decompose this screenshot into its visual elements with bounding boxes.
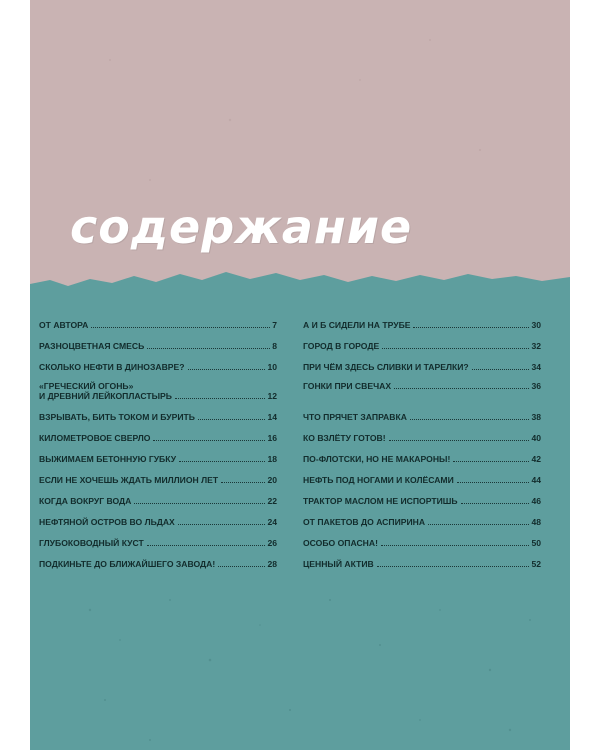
toc-entry-title: ГОНКИ ПРИ СВЕЧАХ [303, 381, 392, 391]
toc-entry-title: РАЗНОЦВЕТНАЯ СМЕСЬ [39, 341, 145, 351]
toc-entry-title: ВЗРЫВАТЬ, БИТЬ ТОКОМ И БУРИТЬ [39, 412, 195, 422]
toc-entry[interactable] [303, 412, 541, 422]
toc-entry[interactable] [303, 433, 541, 443]
toc-dot-leader [381, 545, 529, 546]
toc-dot-leader [91, 327, 270, 328]
toc-entry-title: НЕФТЯНОЙ ОСТРОВ ВО ЛЬДАХ [39, 517, 175, 527]
toc-dot-leader [428, 524, 529, 525]
toc-entry-title: «ГРЕЧЕСКИЙ ОГОНЬ» И ДРЕВНИЙ ЛЕЙКОПЛАСТЫРЬ [39, 381, 172, 401]
toc-entry[interactable] [303, 496, 541, 506]
toc-entry[interactable] [303, 475, 541, 485]
toc-entry-page: 36 [531, 381, 541, 391]
toc-entry-page: 14 [267, 412, 277, 422]
toc-dot-leader [178, 524, 266, 525]
toc-entry[interactable] [39, 433, 277, 443]
toc-entry-page: 12 [267, 391, 277, 401]
toc-entry[interactable] [303, 454, 541, 464]
toc-entry[interactable] [303, 381, 541, 391]
toc-entry-title: А И Б СИДЕЛИ НА ТРУБЕ [303, 320, 411, 330]
toc-dot-leader [472, 369, 530, 370]
toc-entry-page: 52 [531, 559, 541, 569]
toc-dot-leader [218, 566, 265, 567]
toc-entry[interactable] [303, 362, 541, 372]
toc-dot-leader [221, 482, 265, 483]
toc-entry[interactable] [39, 320, 277, 330]
toc-dot-leader [175, 398, 266, 399]
toc-entry-title: ПОДКИНЬТЕ ДО БЛИЖАЙШЕГО ЗАВОДА! [39, 559, 216, 569]
toc-entry-title: СКОЛЬКО НЕФТИ В ДИНОЗАВРЕ? [39, 362, 185, 372]
toc-entry-page: 22 [267, 496, 277, 506]
toc-entry-page: 8 [272, 341, 277, 351]
toc-entry[interactable] [39, 475, 277, 485]
toc-dot-leader [410, 419, 530, 420]
toc-entry-page: 20 [267, 475, 277, 485]
toc-dot-leader [153, 440, 265, 441]
toc-dot-leader [179, 461, 265, 462]
toc-entry-title: ОСОБО ОПАСНА! [303, 538, 378, 548]
toc-entry-page: 26 [267, 538, 277, 548]
toc-entry-title: ГОРОД В ГОРОДЕ [303, 341, 380, 351]
toc-dot-leader [394, 388, 529, 389]
toc-entry[interactable] [39, 412, 277, 422]
toc-entry-page: 40 [531, 433, 541, 443]
toc-entry-page: 42 [531, 454, 541, 464]
toc-entry[interactable] [39, 517, 277, 527]
toc-entry-title: ПО-ФЛОТСКИ, НО НЕ МАКАРОНЫ! [303, 454, 451, 464]
toc-entry-title: ОТ АВТОРА [39, 320, 89, 330]
toc-entry[interactable] [39, 341, 277, 351]
toc-entry-page: 50 [531, 538, 541, 548]
toc-entry-title: ТРАКТОР МАСЛОМ НЕ ИСПОРТИШЬ [303, 496, 458, 506]
toc-dot-leader [413, 327, 529, 328]
toc-entry-page: 24 [267, 517, 277, 527]
toc-dot-leader [389, 440, 530, 441]
toc-entry[interactable] [39, 381, 277, 401]
toc-entry-title: КИЛОМЕТРОВОЕ СВЕРЛО [39, 433, 151, 443]
toc-entry-page: 44 [531, 475, 541, 485]
toc-entry-page: 10 [267, 362, 277, 372]
toc-entry-page: 32 [531, 341, 541, 351]
toc-entry[interactable] [303, 517, 541, 527]
toc-entry-page: 30 [531, 320, 541, 330]
toc-entry[interactable] [39, 454, 277, 464]
toc-entry-page: 16 [267, 433, 277, 443]
toc-dot-leader [147, 545, 266, 546]
toc-entry-page: 34 [531, 362, 541, 372]
toc-entry-title: ЦЕННЫЙ АКТИВ [303, 559, 374, 569]
toc-entry-title: НЕФТЬ ПОД НОГАМИ И КОЛЁСАМИ [303, 475, 454, 485]
toc-dot-leader [457, 482, 530, 483]
toc-dot-leader [147, 348, 270, 349]
toc-entry-title: ЕСЛИ НЕ ХОЧЕШЬ ЖДАТЬ МИЛЛИОН ЛЕТ [39, 475, 219, 485]
toc-entry-page: 48 [531, 517, 541, 527]
toc-dot-leader [453, 461, 529, 462]
toc-entry-page: 7 [272, 320, 277, 330]
toc-entry-title: КОГДА ВОКРУГ ВОДА [39, 496, 132, 506]
toc-dot-leader [188, 369, 266, 370]
toc-entry-page: 28 [267, 559, 277, 569]
toc-dot-leader [461, 503, 530, 504]
toc-entry[interactable] [303, 320, 541, 330]
toc-dot-leader [377, 566, 530, 567]
toc-entry[interactable] [39, 496, 277, 506]
toc-entry-title: ЧТО ПРЯЧЕТ ЗАПРАВКА [303, 412, 407, 422]
toc-entry-title: ОТ ПАКЕТОВ ДО АСПИРИНА [303, 517, 426, 527]
toc-entry[interactable] [39, 362, 277, 372]
toc-entry[interactable] [303, 538, 541, 548]
toc-entry-title: ВЫЖИМАЕМ БЕТОННУЮ ГУБКУ [39, 454, 177, 464]
toc-entry-page: 18 [267, 454, 277, 464]
toc-entry-title: ПРИ ЧЁМ ЗДЕСЬ СЛИВКИ И ТАРЕЛКИ? [303, 362, 469, 372]
toc-entry[interactable] [303, 559, 541, 569]
book-page [30, 0, 570, 750]
toc-entry[interactable] [303, 341, 541, 351]
toc-entry-title: ГЛУБОКОВОДНЫЙ КУСТ [39, 538, 144, 548]
paper-texture [30, 0, 570, 750]
toc-entry[interactable] [39, 538, 277, 548]
toc-entry[interactable] [39, 559, 277, 569]
toc-entry-page: 46 [531, 496, 541, 506]
toc-entry-page: 38 [531, 412, 541, 422]
toc-entry-title: КО ВЗЛЁТУ ГОТОВ! [303, 433, 386, 443]
toc-dot-leader [134, 503, 265, 504]
toc-dot-leader [382, 348, 529, 349]
toc-dot-leader [198, 419, 265, 420]
page-title: содержание [70, 200, 413, 254]
